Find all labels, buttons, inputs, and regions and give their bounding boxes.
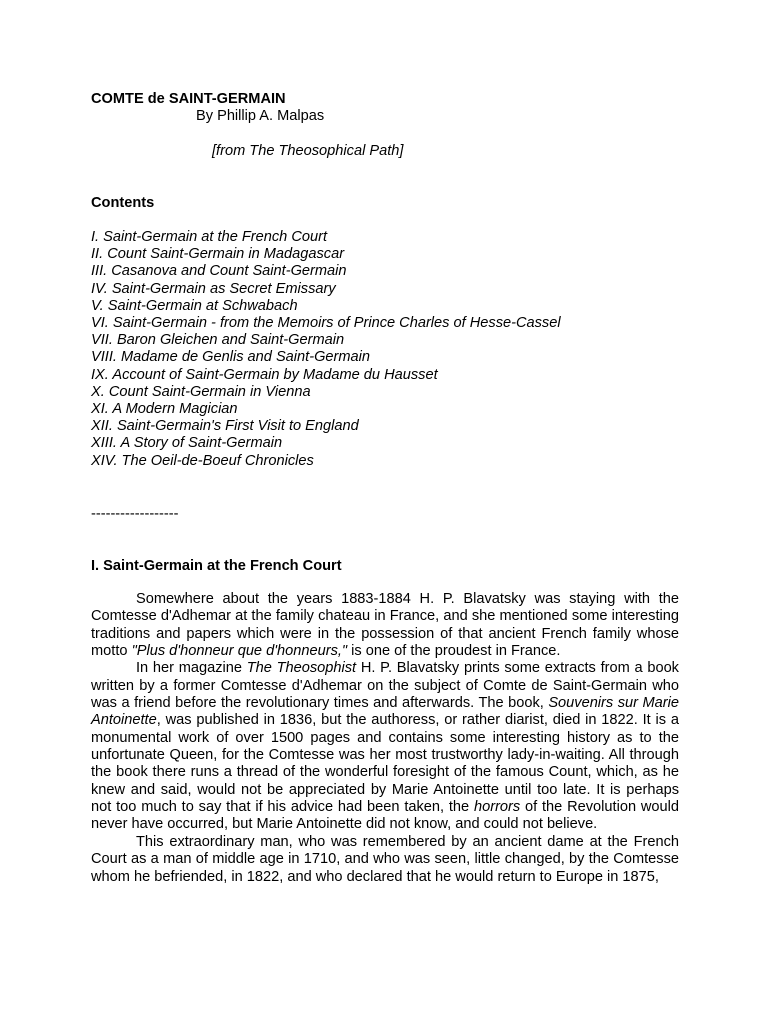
table-of-contents	[91, 229, 561, 470]
paragraph-text: is one of the proudest in France.	[347, 643, 561, 660]
paragraph-text: of the Revolution would never have occurred, but Marie Antoinette did not know, and could not believe.	[91, 799, 679, 833]
toc-item: IV. Saint-Germain as Secret Emissary	[91, 280, 336, 297]
toc-item: III. Casanova and Count Saint-Germain	[91, 263, 347, 280]
paragraph: This extraordinary man, who was remembered by an ancient dame at the French Court as a man of middle age in 1710, and who was seen, little changed, by the Comtesse whom he befriended, in 1822, and who declared that he would return to Europe in 1875,	[91, 833, 679, 885]
paragraph-text: H. P. Blavatsky prints some extracts from a book written by a former Comtesse d'Adhemar on the subject of Comte de Saint-Germain who was a friend before the revolutionary times and afterwards. The book,	[91, 660, 679, 712]
section-separator: ------------------	[91, 506, 179, 522]
emphasis-text: horrors	[473, 799, 521, 816]
paragraph-text: Somewhere about the years 1883-1884 H. P. Blavatsky was staying with the Comtesse d'Adhemar at the family chateau in France, and she mentioned some interesting traditions and papers which were in the possession of that ancient French family whose motto	[91, 591, 679, 660]
toc-item: VII. Baron Gleichen and Saint-Germain	[91, 332, 345, 349]
author-byline: By Phillip A. Malpas	[196, 108, 325, 124]
toc-item: VIII. Madame de Genlis and Saint-Germain	[91, 349, 371, 366]
toc-item: X. Count Saint-Germain in Vienna	[91, 383, 311, 400]
toc-item: XIII. A Story of Saint-Germain	[91, 435, 283, 452]
paragraph-text: In her magazine	[136, 660, 247, 677]
toc-item: V. Saint-Germain at Schwabach	[91, 297, 298, 314]
toc-item: VI. Saint-Germain - from the Memoirs of Prince Charles of Hesse-Cassel	[91, 315, 561, 332]
toc-item: I. Saint-Germain at the French Court	[91, 229, 328, 245]
toc-item: II. Count Saint-Germain in Madagascar	[91, 246, 345, 263]
chapter-heading: I. Saint-Germain at the French Court	[91, 558, 342, 574]
toc-item: XIV. The Oeil-de-Boeuf Chronicles	[91, 452, 314, 469]
toc-item: XI. A Modern Magician	[91, 401, 238, 418]
source-note: [from The Theosophical Path]	[212, 143, 404, 159]
paragraph	[91, 591, 679, 660]
magazine-title: The Theosophist	[246, 660, 357, 677]
chapter-body	[91, 591, 679, 886]
book-title: Souvenirs sur Marie Antoinette	[91, 695, 679, 729]
toc-item: IX. Account of Saint-Germain by Madame du Hausset	[91, 366, 438, 383]
document-title: COMTE de SAINT-GERMAIN	[91, 91, 286, 107]
contents-heading: Contents	[91, 195, 155, 211]
motto-text: "Plus d'honneur que d'honneurs,"	[131, 643, 348, 660]
paragraph	[91, 660, 679, 833]
toc-item: XII. Saint-Germain's First Visit to England	[91, 418, 359, 435]
paragraph-text: , was published in 1836, but the authoress, or rather diarist, died in 1822. It is a monumental work of over 1500 pages and contains some interesting history as to the unfortunate Queen, for the Comtesse was her most trustworthy lady-in-waiting. All through the book there runs a thread of the wonderful foresight of the famous Count, which, as he knew and said, would not be appreciated by Marie Antoinette until too late. It is perhaps not too much to say that if his advice had been taken, the	[91, 712, 679, 816]
